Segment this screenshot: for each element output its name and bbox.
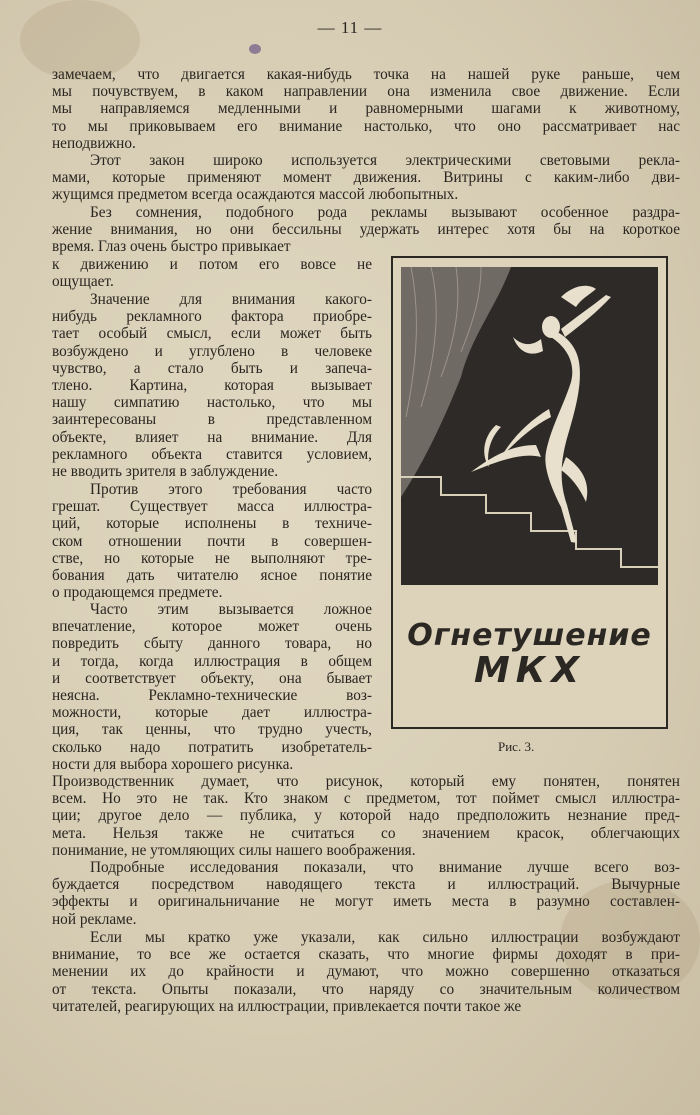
ink-blot: [249, 44, 261, 54]
text-line: чувство, а стало быть и запеча-: [52, 359, 372, 377]
dancer-on-stairs-illustration: [401, 267, 658, 585]
text-line: ция, так ценны, что трудно учесть,: [52, 721, 372, 739]
text-line: Подробные исследования показали, что внимание лучше всего воз-: [90, 859, 680, 876]
text-line: буждается посредством наводящего текста и иллюстраций. Вычурные: [52, 876, 680, 894]
text-line: мета. Нельзя также не считаться со значением красок, облегчающих: [52, 824, 680, 842]
text-line: не вводить зрителя в заблуждение.: [52, 463, 279, 481]
text-line: ной рекламе.: [52, 910, 137, 928]
text-line: Без сомнения, подобного рода рекламы вызывают особенное раздра-: [90, 204, 680, 221]
illustration-caption-subtitle: МКХ: [473, 650, 585, 691]
text-line: к движению и потом его вовсе не: [52, 256, 372, 273]
text-line: Производственник думает, что рисунок, который ему понятен, понятен: [52, 773, 680, 790]
figure-illustration: [391, 256, 668, 729]
figure-label: Рис. 3.: [498, 739, 535, 754]
text-line: тлено. Картина, которая вызывает: [52, 377, 372, 395]
text-line: мами, которые применяют момент движения. Витрины с каким-либо дви-: [52, 169, 680, 187]
text-line: ощущает.: [52, 273, 114, 291]
text-line: ций, которые исполнены в техниче-: [52, 515, 372, 533]
paragraph: [52, 291, 372, 480]
text-line: заинтересованы в представленном: [52, 411, 372, 429]
text-line: время. Глаз очень быстро привыкает: [52, 238, 291, 256]
text-line: то мы приковываем его внимание настолько, что оно рассматривает нас: [52, 117, 680, 135]
text-line: тает особый смысл, если может быть: [52, 325, 372, 343]
text-line: стве, но которые не выполняют тре-: [52, 549, 372, 567]
text-line: впечатление, которое может очень: [52, 618, 372, 636]
text-line: бования дать читателю ясное понятие: [52, 567, 372, 585]
text-line: нашу симпатию настолько, что мы: [52, 394, 372, 412]
paragraph: [52, 152, 680, 204]
text-line: рекламного объекта ставится условием,: [52, 445, 372, 463]
text-line: жение внимания, но они бессильны удержать интерес хотя бы на короткое: [52, 221, 680, 239]
page-number: — 11 —: [317, 18, 383, 37]
text-line: и тогда, когда иллюстрация в общем: [52, 652, 372, 670]
text-line: неподвижно.: [52, 134, 136, 152]
paragraph: [52, 256, 372, 290]
text-line: ском отношении почти в совершен-: [52, 532, 372, 550]
text-line: грешат. Существует масса иллюстра-: [52, 498, 372, 516]
text-line: о продающемся предмете.: [52, 584, 223, 602]
paragraph: [52, 204, 680, 256]
text-line: мы направляемся медленными и равномерными шагами к животному,: [52, 100, 680, 118]
text-line: читателей, реагирующих на иллюстрации, привлекается почти такое же: [52, 997, 522, 1015]
text-line: внимание, то все же остается сказать, что многие фирмы доходят в при-: [52, 946, 680, 964]
paragraph: [52, 929, 680, 1015]
text-line: нибудь рекламного фактора приобре-: [52, 308, 372, 326]
paragraph: [52, 601, 372, 773]
text-line: от текста. Опыты показали, что наряду со значительным количеством: [52, 980, 680, 998]
text-line: понимание, не утомляющих силы нашего воображения.: [52, 841, 416, 859]
text-line: Если мы кратко уже указали, как сильно иллюстрации возбуждают: [90, 929, 680, 946]
illustration-art: [401, 267, 658, 585]
text-line: жущимся предметом всегда осаждаются массой любопытных.: [52, 186, 459, 204]
text-line: ности для выбора хорошего рисунка.: [52, 755, 294, 773]
text-line: Против этого требования часто: [90, 481, 372, 498]
text-line: Этот закон широко используется электрическими световыми рекла-: [90, 152, 680, 169]
text-line: и соответствует объекту, она бывает: [52, 669, 372, 687]
illustration-caption-title: Огнетушение: [407, 618, 652, 653]
paragraph: [52, 481, 372, 601]
text-line: объекте, влияет на внимание. Для: [52, 428, 372, 446]
text-line: ции; другое дело — публика, у которой надо предположить незнание пред-: [52, 807, 680, 825]
text-line: Часто этим вызывается ложное: [90, 601, 372, 618]
paragraph: [52, 773, 680, 859]
paragraph: [52, 66, 680, 152]
text-line: повредить сбыту данного товара, но: [52, 635, 372, 653]
text-line: неясна. Рекламно-технические воз-: [52, 687, 372, 705]
text-line: эффекты и оригинальничание не могут иметь места в разумно составлен-: [52, 893, 680, 911]
text-line: мы почувствуем, в каком направлении она изменила свое движение. Если: [52, 83, 680, 101]
text-line: менении их до крайности и думают, что можно совершенно отказаться: [52, 963, 680, 981]
text-line: возбуждено и углублено в человеке: [52, 342, 372, 360]
text-line: замечаем, что двигается какая-нибудь точка на нашей руке раньше, чем: [52, 66, 680, 83]
text-line: Значение для внимания какого-: [90, 291, 372, 308]
text-line: всем. Но это не так. Кто знаком с предметом, тот поймет смысл иллюстра-: [52, 790, 680, 808]
text-line: можности, которые дает иллюстра-: [52, 704, 372, 722]
paragraph: [52, 859, 680, 928]
text-line: сколько надо потратить изобретатель-: [52, 738, 372, 756]
